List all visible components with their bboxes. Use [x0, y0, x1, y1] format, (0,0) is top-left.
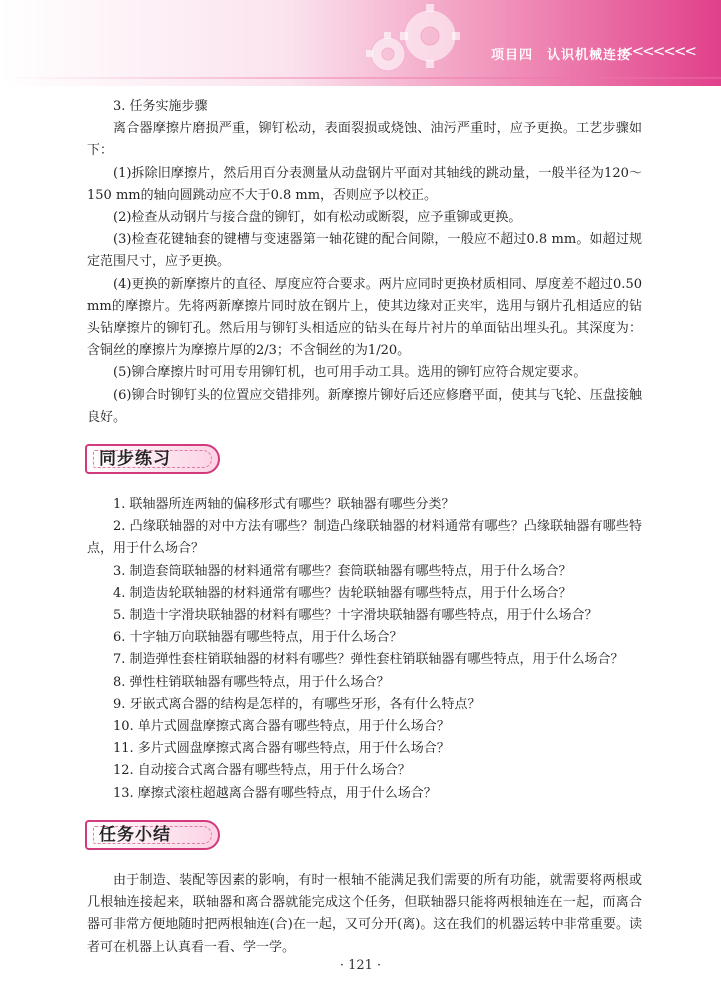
step-item: (6)铆合时铆钉头的位置应交错排列。新摩擦片铆好后还应修磨平面，使其与飞轮、压盘接触良好。	[87, 387, 642, 425]
exercise-question: 13. 摩擦式滚柱超越离合器有哪些特点，用于什么场合？	[113, 785, 437, 801]
chevrons-icon: <<<<<<<	[621, 42, 695, 60]
gears-illustration	[338, 2, 468, 80]
step-item: (1)拆除旧摩擦片，然后用百分表测量从动盘钢片平面对其轴线的跳动量，一般半径为120～150 mm的轴向圆跳动应不大于0.8 mm，否则应予以校正。	[87, 165, 642, 203]
steps-heading: 3. 任务实施步骤	[113, 99, 208, 114]
exercise-question: 10. 单片式圆盘摩擦式离合器有哪些特点，用于什么场合？	[113, 719, 450, 735]
exercise-list	[87, 494, 642, 805]
step-item: (4)更换的新摩擦片的直径、厚度应符合要求。两片应同时更换材质相同、厚度差不超过0.50 mm的摩擦片。先将两新摩擦片同时放在钢片上，使其边缘对正夹牢，选用与钢片孔相适应的钻头钻摩擦片的铆钉孔。然后用与铆钉头相适应的钻头在每片衬片的单面钻出埋头孔。其深度为：含铜丝的摩擦片为摩擦片厚的2/3；不含铜丝的为1/20。	[87, 276, 642, 359]
exercise-question: 4. 制造齿轮联轴器的材料通常有哪些？齿轮联轴器有哪些特点，用于什么场合？	[113, 585, 572, 601]
exercise-section-label	[85, 444, 642, 478]
exercise-question: 11. 多片式圆盘摩擦式离合器有哪些特点，用于什么场合？	[113, 741, 450, 757]
step-item: (3)检查花键轴套的键槽与变速器第一轴花键的配合间隙，一般应不超过0.8 mm。如超过规定范围尺寸，应予更换。	[87, 232, 642, 270]
chapter-title: 项目四 认识机械连接	[490, 48, 631, 63]
step-item: (2)检查从动钢片与接合盘的铆钉，如有松动或断裂，应予重铆或更换。	[113, 210, 522, 226]
summary-text: 由于制造、装配等因素的影响，有时一根轴不能满足我们需要的所有功能，就需要将两根或几根轴连接起来，联轴器和离合器就能完成这个任务，但联轴器只能将两根轴连在一起，而离合器可非常方便地随时把两根轴连(合)在一起，又可分开(离)。这在我们的机器运转中非常重要。读者可在机器上认真看一看、学一学。	[87, 872, 642, 955]
steps-intro: 离合器摩擦片磨损严重，铆钉松动，表面裂损或烧蚀、油污严重时，应予更换。工艺步骤如下：	[87, 121, 642, 159]
exercise-question: 8. 弹性柱销联轴器有哪些特点，用于什么场合？	[113, 674, 390, 690]
exercise-question: 3. 制造套筒联轴器的材料通常有哪些？套筒联轴器有哪些特点，用于什么场合？	[113, 563, 572, 579]
summary-label-text: 任务小结	[99, 824, 171, 845]
step-item: (5)铆合摩擦片时可用专用铆钉机，也可用手动工具。选用的铆钉应符合规定要求。	[113, 365, 587, 381]
exercise-question: 1. 联轴器所连两轴的偏移形式有哪些？联轴器有哪些分类？	[113, 497, 455, 513]
exercise-label-text: 同步练习	[99, 449, 171, 470]
exercise-question: 5. 制造十字滑块联轴器的材料有哪些？十字滑块联轴器有哪些特点，用于什么场合？	[113, 608, 598, 624]
header-band	[0, 0, 721, 86]
summary-section-label	[85, 820, 642, 854]
exercise-question: 12. 自动接合式离合器有哪些特点，用于什么场合？	[113, 763, 411, 779]
exercise-question: 2. 凸缘联轴器的对中方法有哪些？制造凸缘联轴器的材料通常有哪些？凸缘联轴器有哪些特点，用于什么场合？	[87, 519, 642, 557]
page-number: · 121 ·	[339, 958, 382, 973]
exercise-question: 7. 制造弹性套柱销联轴器的材料有哪些？弹性套柱销联轴器有哪些特点，用于什么场合？	[113, 652, 624, 668]
exercise-question: 9. 牙嵌式离合器的结构是怎样的，有哪些牙形，各有什么特点？	[113, 696, 481, 712]
page-body	[87, 96, 642, 959]
exercise-question: 6. 十字轴万向联轴器有哪些特点，用于什么场合？	[113, 630, 403, 646]
